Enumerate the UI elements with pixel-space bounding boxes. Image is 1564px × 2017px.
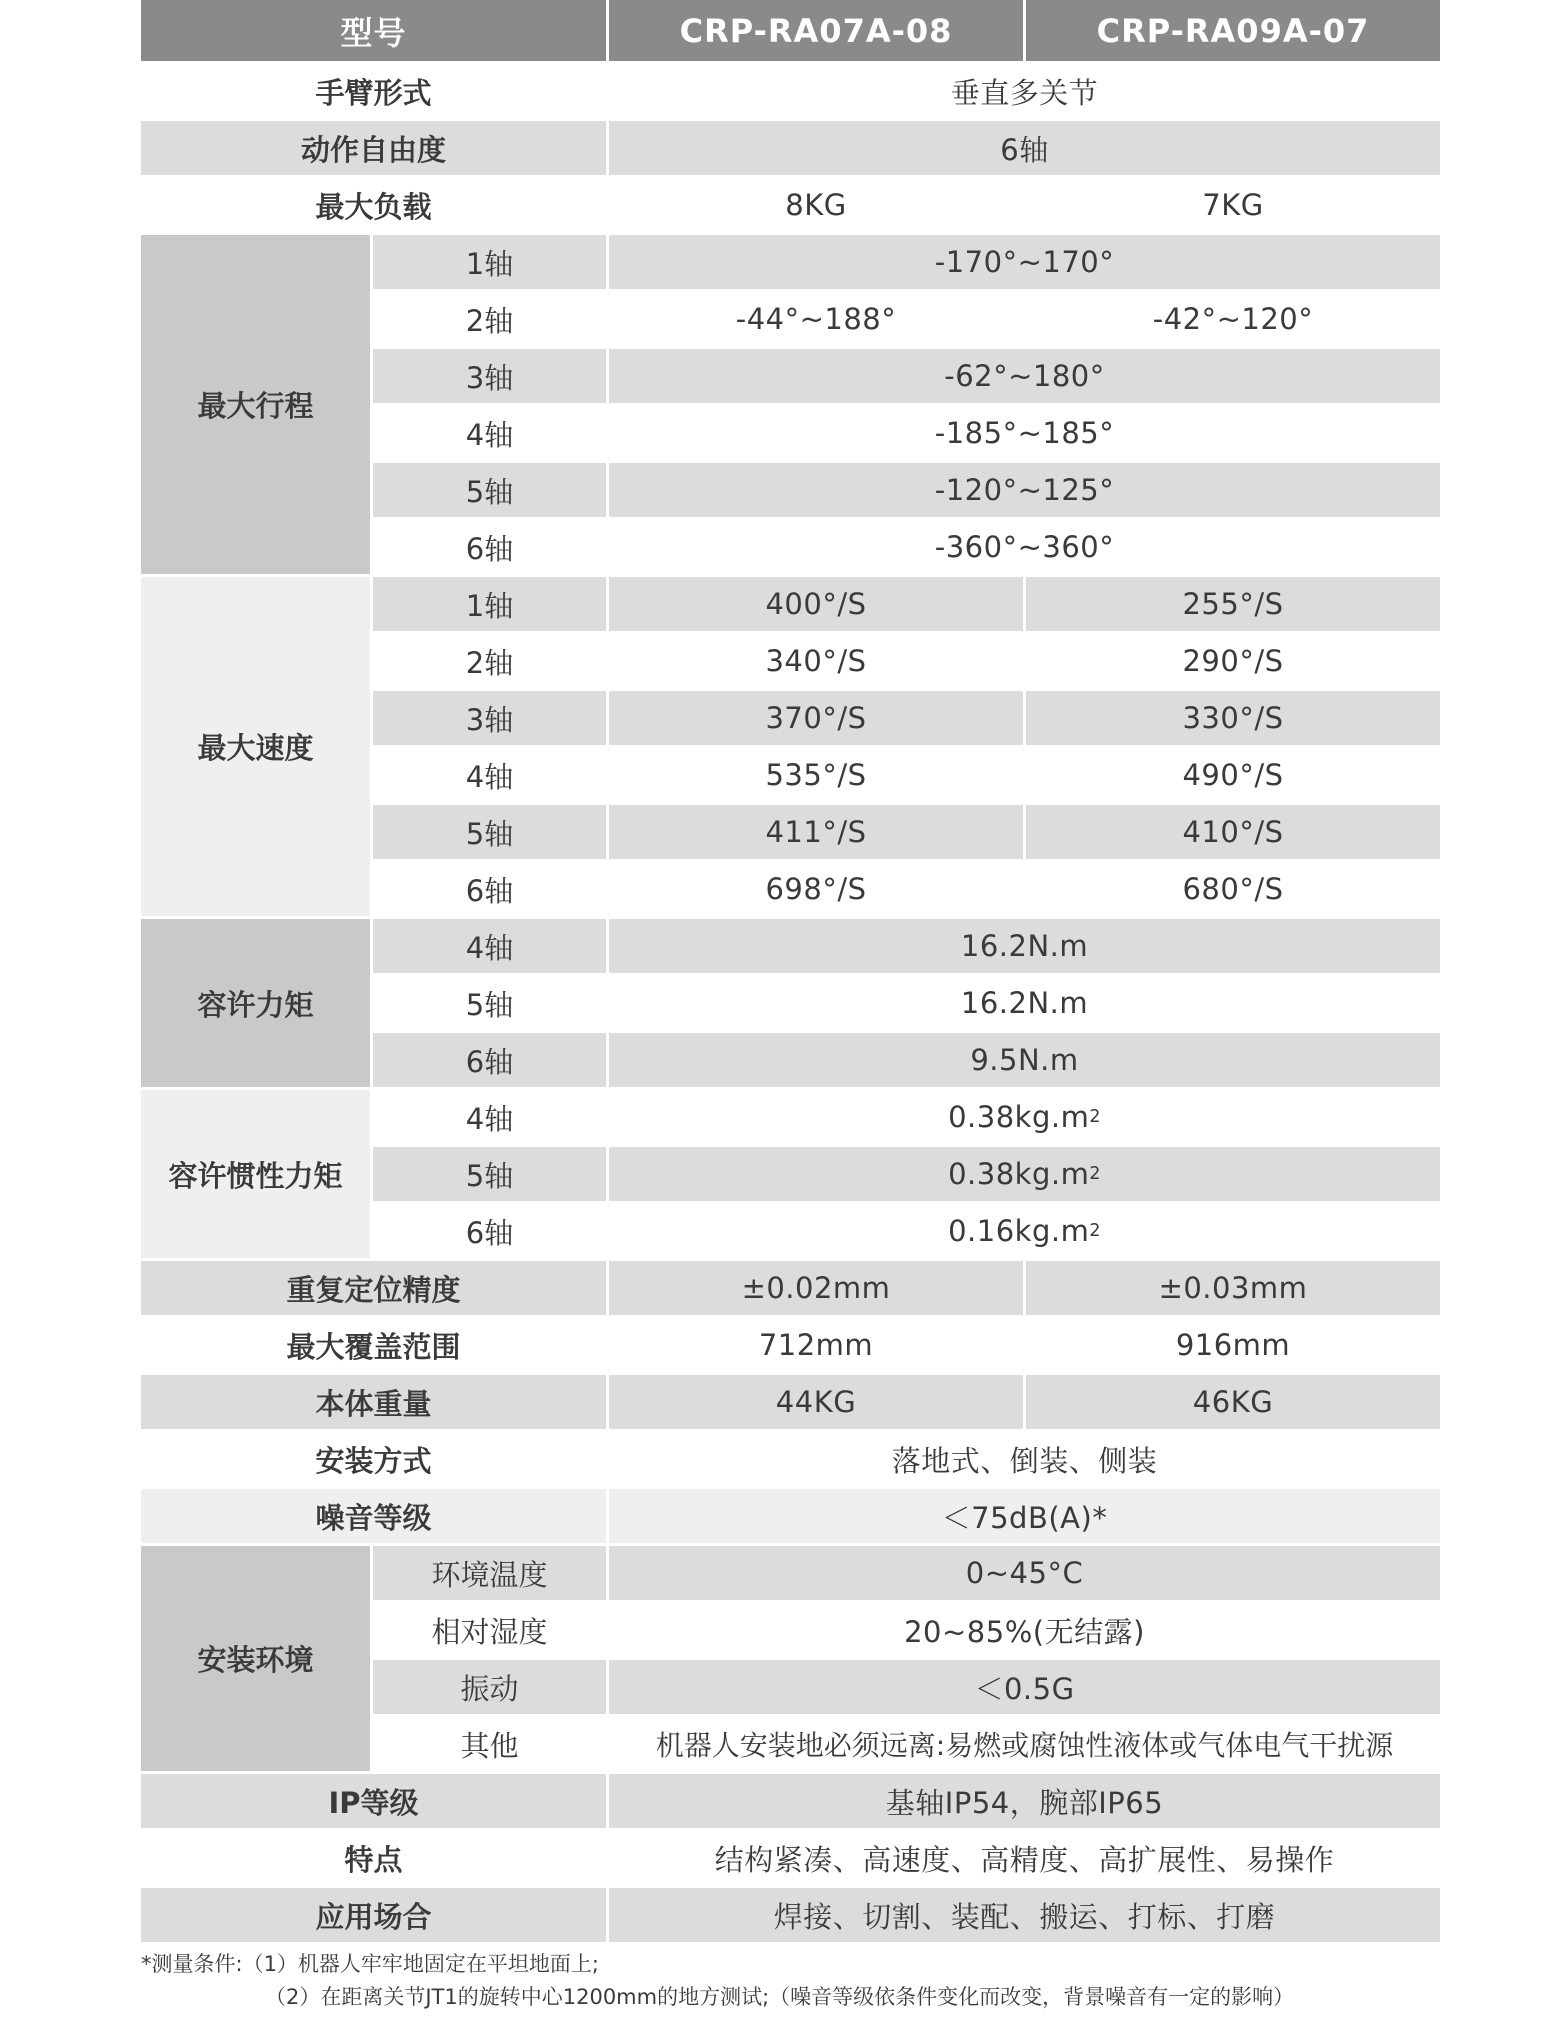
speed-axis1-value-b: 255°/S xyxy=(1026,577,1440,631)
stroke-axis-label: 1轴 xyxy=(373,235,606,289)
footnote-line-1: *测量条件:（1）机器人牢牢地固定在平坦地面上; xyxy=(141,1952,600,1976)
features-value: 结构紧凑、高速度、高精度、高扩展性、易操作 xyxy=(609,1831,1440,1885)
stroke-axis1-value: -170°~170° xyxy=(609,235,1440,289)
header-model-label: 型号 xyxy=(141,0,606,61)
stroke-group-label: 最大行程 xyxy=(141,235,370,574)
environment-other-label: 其他 xyxy=(373,1717,606,1771)
inertia-axis-label: 5轴 xyxy=(373,1147,606,1201)
ip-label: IP等级 xyxy=(141,1774,606,1828)
torque-axis4-value: 16.2N.m xyxy=(609,919,1440,973)
speed-axis6-value-a: 698°/S xyxy=(609,862,1023,916)
mounting-value: 落地式、倒装、侧装 xyxy=(609,1432,1440,1486)
speed-axis5-value-a: 411°/S xyxy=(609,805,1023,859)
dof-value: 6轴 xyxy=(609,121,1440,175)
dof-label: 动作自由度 xyxy=(141,121,606,175)
spec-table xyxy=(141,0,1437,1942)
reach-value-b: 916mm xyxy=(1026,1318,1440,1372)
payload-label: 最大负载 xyxy=(141,178,606,232)
header-model-b: CRP-RA09A-07 xyxy=(1026,0,1440,61)
environment-humidity-label: 相对湿度 xyxy=(373,1603,606,1657)
stroke-axis2-value-a: -44°~188° xyxy=(609,292,1023,346)
speed-axis-label: 2轴 xyxy=(373,634,606,688)
speed-axis1-value-a: 400°/S xyxy=(609,577,1023,631)
header-model-a: CRP-RA07A-08 xyxy=(609,0,1023,61)
environment-temperature-label: 环境温度 xyxy=(373,1546,606,1600)
payload-value-b: 7KG xyxy=(1026,178,1440,232)
stroke-axis-label: 6轴 xyxy=(373,520,606,574)
torque-axis-label: 6轴 xyxy=(373,1033,606,1087)
footnote-line-2: （2）在距离关节JT1的旋转中心1200mm的地方测试;（噪音等级依条件变化而改变，背景噪音有一定的影响） xyxy=(265,1985,1295,2009)
speed-axis3-value-a: 370°/S xyxy=(609,691,1023,745)
speed-axis2-value-a: 340°/S xyxy=(609,634,1023,688)
environment-vibration-label: 振动 xyxy=(373,1660,606,1714)
inertia-axis-label: 6轴 xyxy=(373,1204,606,1258)
stroke-axis2-value-b: -42°~120° xyxy=(1026,292,1440,346)
stroke-axis6-value: -360°~360° xyxy=(609,520,1440,574)
speed-axis6-value-b: 680°/S xyxy=(1026,862,1440,916)
noise-label: 噪音等级 xyxy=(141,1489,606,1543)
inertia-group-label: 容许惯性力矩 xyxy=(141,1090,370,1258)
stroke-axis-label: 2轴 xyxy=(373,292,606,346)
torque-group-label: 容许力矩 xyxy=(141,919,370,1087)
repeatability-value-a: ±0.02mm xyxy=(609,1261,1023,1315)
speed-axis5-value-b: 410°/S xyxy=(1026,805,1440,859)
speed-axis3-value-b: 330°/S xyxy=(1026,691,1440,745)
reach-label: 最大覆盖范围 xyxy=(141,1318,606,1372)
torque-axis6-value: 9.5N.m xyxy=(609,1033,1440,1087)
torque-axis-label: 5轴 xyxy=(373,976,606,1030)
environment-other-value: 机器人安装地必须远离:易燃或腐蚀性液体或气体电气干扰源 xyxy=(609,1717,1440,1771)
arm-form-value: 垂直多关节 xyxy=(609,64,1440,118)
features-label: 特点 xyxy=(141,1831,606,1885)
applications-label: 应用场合 xyxy=(141,1888,606,1942)
stroke-axis-label: 4轴 xyxy=(373,406,606,460)
speed-group-label: 最大速度 xyxy=(141,577,370,916)
environment-temperature-value: 0~45°C xyxy=(609,1546,1440,1600)
stroke-axis-label: 5轴 xyxy=(373,463,606,517)
weight-value-b: 46KG xyxy=(1026,1375,1440,1429)
inertia-axis6-value: 0.16kg.m 2 xyxy=(609,1204,1440,1258)
mounting-label: 安装方式 xyxy=(141,1432,606,1486)
applications-value: 焊接、切割、装配、搬运、打标、打磨 xyxy=(609,1888,1440,1942)
environment-group-label: 安装环境 xyxy=(141,1546,370,1771)
torque-axis5-value: 16.2N.m xyxy=(609,976,1440,1030)
reach-value-a: 712mm xyxy=(609,1318,1023,1372)
speed-axis2-value-b: 290°/S xyxy=(1026,634,1440,688)
inertia-axis4-value: 0.38kg.m 2 xyxy=(609,1090,1440,1144)
inertia-axis-label: 4轴 xyxy=(373,1090,606,1144)
environment-vibration-value: ＜0.5G xyxy=(609,1660,1440,1714)
speed-axis4-value-b: 490°/S xyxy=(1026,748,1440,802)
speed-axis4-value-a: 535°/S xyxy=(609,748,1023,802)
speed-axis-label: 6轴 xyxy=(373,862,606,916)
ip-value: 基轴IP54，腕部IP65 xyxy=(609,1774,1440,1828)
stroke-axis-label: 3轴 xyxy=(373,349,606,403)
arm-form-label: 手臂形式 xyxy=(141,64,606,118)
speed-axis-label: 5轴 xyxy=(373,805,606,859)
stroke-axis4-value: -185°~185° xyxy=(609,406,1440,460)
torque-axis-label: 4轴 xyxy=(373,919,606,973)
speed-axis-label: 1轴 xyxy=(373,577,606,631)
weight-label: 本体重量 xyxy=(141,1375,606,1429)
repeatability-label: 重复定位精度 xyxy=(141,1261,606,1315)
weight-value-a: 44KG xyxy=(609,1375,1023,1429)
measurement-footnote xyxy=(141,1948,1471,2014)
speed-axis-label: 4轴 xyxy=(373,748,606,802)
inertia-axis5-value: 0.38kg.m 2 xyxy=(609,1147,1440,1201)
speed-axis-label: 3轴 xyxy=(373,691,606,745)
stroke-axis3-value: -62°~180° xyxy=(609,349,1440,403)
repeatability-value-b: ±0.03mm xyxy=(1026,1261,1440,1315)
stroke-axis5-value: -120°~125° xyxy=(609,463,1440,517)
noise-value: ＜75dB(A)* xyxy=(609,1489,1440,1543)
payload-value-a: 8KG xyxy=(609,178,1023,232)
environment-humidity-value: 20~85%(无结露) xyxy=(609,1603,1440,1657)
